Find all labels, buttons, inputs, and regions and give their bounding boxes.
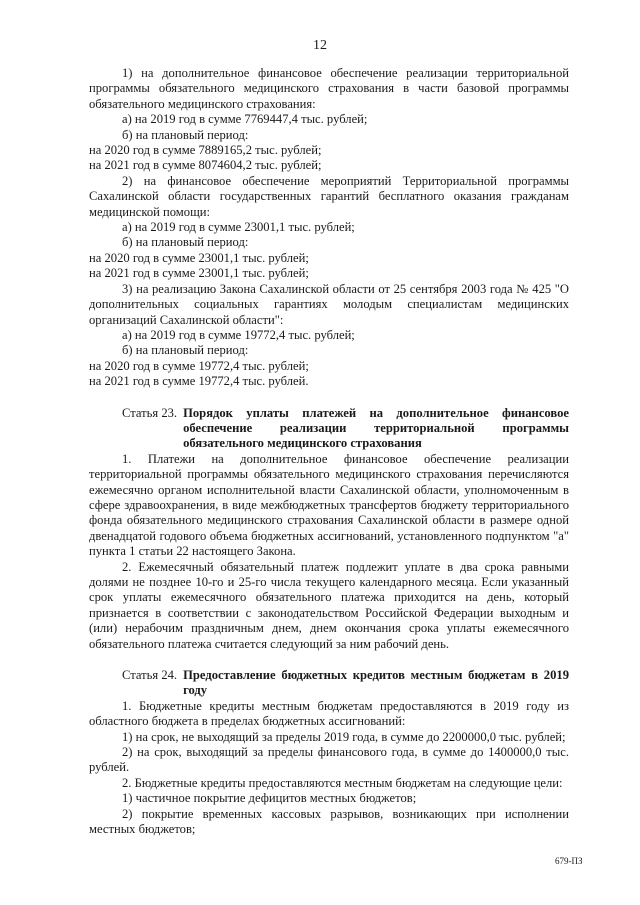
paragraph: на 2021 год в сумме 23001,1 тыс. рублей; [89, 266, 309, 281]
paragraph: 1. Бюджетные кредиты местным бюджетам предоставляются в 2019 году из областного бюджета в пределах бюджетных ассигнований: [89, 698, 569, 729]
paragraph: 2. Бюджетные кредиты предоставляются местным бюджетам на следующие цели: [122, 775, 563, 790]
paragraph: 1. Платежи на дополнительное финансовое обеспечение реализации территориальной программы обязательного медицинского страхования перечисляются ежемесячно органом исполнительной власти Сахалинской области, уполномоченным в сфере здравоохранения, в виде межбюджетных трансфертов бюджету территориального фонда обязательного медицинского страхования Сахалинской области в размере одной двенадцатой годового объема бюджетных ассигнований, установленного подпунктом "а" пункта 1 статьи 22 настоящего Закона. [89, 451, 569, 559]
paragraph: б) на плановый период: [122, 343, 249, 358]
paragraph: 1) на дополнительное финансовое обеспечение реализации территориальной программы обязательного медицинского страхования в части базовой программы обязательного медицинского страхования: [89, 66, 569, 111]
article-number: Статья 24. [122, 668, 178, 683]
paragraph: 2) на срок, выходящий за пределы финансового года, в сумме до 1400000,0 тыс. рублей. [89, 745, 569, 775]
document-body [89, 66, 569, 838]
paragraph: на 2020 год в сумме 7889165,2 тыс. рублей; [89, 143, 322, 158]
paragraph: а) на 2019 год в сумме 7769447,4 тыс. рублей; [122, 112, 368, 127]
article-title: Порядок уплаты платежей на дополнительное финансовое обеспечение реализации территориальной программы обязательного медицинского страхования [183, 405, 569, 451]
paragraph: на 2020 год в сумме 19772,4 тыс. рублей; [89, 358, 309, 373]
article-24-heading [89, 668, 569, 699]
paragraph: 2) покрытие временных кассовых разрывов, возникающих при исполнении местных бюджетов; [89, 806, 569, 837]
paragraph: 3) на реализацию Закона Сахалинской области от 25 сентября 2003 года № 425 "О дополнительных социальных гарантиях молодым специалистам медицинских организаций Сахалинской области": [89, 281, 569, 327]
paragraph: а) на 2019 год в сумме 23001,1 тыс. рублей; [122, 220, 355, 235]
paragraph: б) на плановый период: [122, 127, 249, 142]
page-number: 12 [313, 38, 327, 53]
spacer [89, 390, 569, 406]
paragraph: на 2021 год в сумме 19772,4 тыс. рублей. [89, 374, 309, 389]
article-number: Статья 23. [122, 405, 178, 420]
spacer [89, 652, 569, 668]
article-title: Предоставление бюджетных кредитов местным бюджетам в 2019 году [183, 668, 569, 698]
paragraph: 1) на срок, не выходящий за пределы 2019 года, в сумме до 2200000,0 тыс. рублей; [122, 729, 566, 744]
document-code: 679-ПЗ [555, 856, 583, 866]
paragraph: а) на 2019 год в сумме 19772,4 тыс. рублей; [122, 327, 355, 342]
paragraph: 1) частичное покрытие дефицитов местных бюджетов; [122, 791, 417, 806]
paragraph: 2) на финансовое обеспечение мероприятий Территориальной программы Сахалинской области государственных гарантий бесплатного оказания гражданам медицинской помощи: [89, 173, 569, 219]
paragraph: на 2021 год в сумме 8074604,2 тыс. рублей; [89, 158, 322, 173]
paragraph: 2. Ежемесячный обязательный платеж подлежит уплате в два срока равными долями не позднее 10-го и 25-го числа текущего календарного месяца. Если указанный срок уплаты ежемесячного обязательного платежа приходится на день, который признается в соответствии с законодательством Российской Федерации выходным и (или) нерабочим праздничным днем, днем окончания срока уплаты ежемесячного обязательного платежа считается следующий за ним рабочий день. [89, 559, 569, 651]
article-23-heading [89, 406, 569, 452]
paragraph: на 2020 год в сумме 23001,1 тыс. рублей; [89, 250, 309, 265]
paragraph: б) на плановый период: [122, 235, 249, 250]
